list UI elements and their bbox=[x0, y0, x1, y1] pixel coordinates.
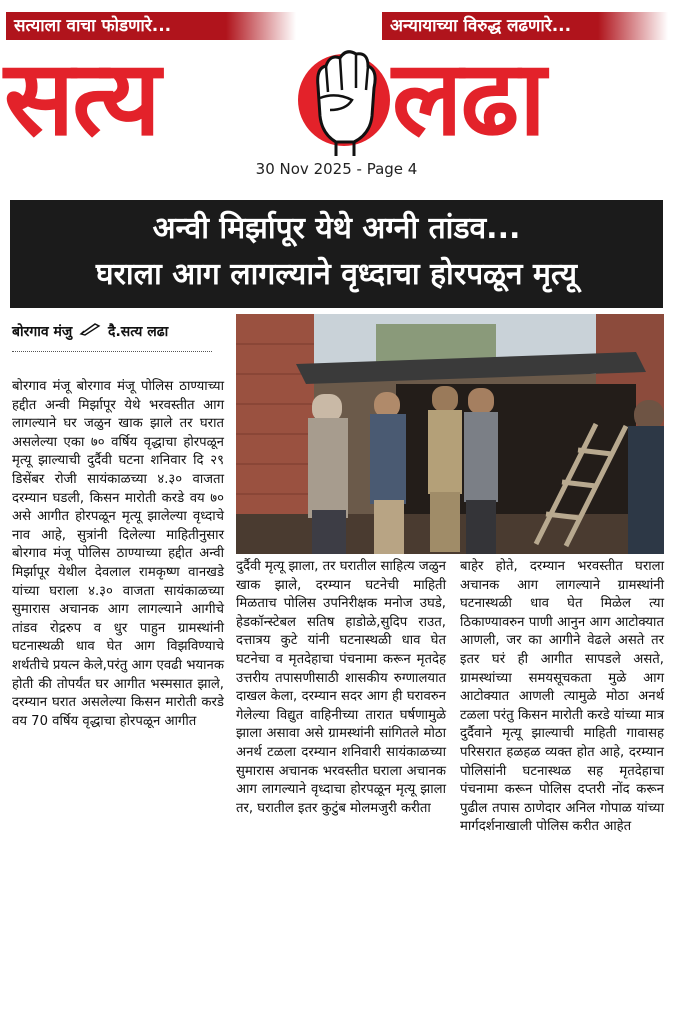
byline-divider bbox=[12, 351, 212, 352]
tagline-fade bbox=[226, 12, 296, 40]
tagline-left bbox=[6, 12, 296, 40]
news-photo bbox=[236, 314, 664, 554]
article-column-1: बोरगाव मंजू बोरगाव मंजू पोलिस ठाण्याच्या हद्दीत अन्वी मिर्झापूर येथे भरवस्तीत आग लागल्याने घर जळुन खाक झाले तर घरात असलेल्या एका ७० वर्षिय वृद्धाचा होरपळून मृत्यू झाल्याची दुर्दैवी घटना शनिवार दि २९ डिसेंबर रोजी सायंकाळच्या ४.३० वाजता दरम्यान घडली, किसन मारोती करडे वय ७० असे आगीत होरपळून मृत्यू झालेल्या वृध्दाचे नाव आहे, सुत्रांनी दिलेल्या माहितीनुसार बोरगाव मंजू पोलिस ठाण्याच्या हद्दीत अन्वी मिर्झापूर येथील देवलाल रामकृष्ण वानखडे यांच्या घराला ४.३० वाजता सायंकाळच्या सुमारास अचानक आग लागल्याने आगीचे तांडव रोद्ररुप व धुर पाहुन ग्रामस्थांनी घटनास्थळी धाव घेत आग विझविण्याचे शर्थतीचे प्रयत्न केले,परंतु आग एवढी भयानक होती की तोपर्यंत घर आगीत भस्मसात झाले, दरम्यान घरात असलेल्या किसन मारोती करडे वय 70 वर्षिय वृद्धाचा होरपळून आगीत bbox=[12, 379, 224, 729]
pen-icon bbox=[77, 322, 103, 340]
masthead-word-right: लढा bbox=[392, 37, 545, 159]
tagline-right-text: अन्यायाच्या विरुद्ध लढणारे... bbox=[390, 16, 572, 36]
byline-paper: दै.सत्य लढा bbox=[108, 324, 169, 340]
masthead-word-left: सत्य bbox=[4, 37, 159, 159]
fist-icon bbox=[296, 38, 392, 156]
headline-line1: अन्वी मिर्झापूर येथे अग्नी तांडव... bbox=[152, 211, 521, 246]
article-column-3: बाहेर होते, दरम्यान भरवस्तीत घराला अचानक आग लागल्याने ग्रामस्थांनी घटनास्थळी धाव घेत मिळेल त्या ठिकाण्यावरुन पाणी आनुन आग आटोक्यात आणली, जर का आगीने वेढले असते तर इतर घरं ही आगीत सापडले असते, ग्रामस्थांच्या समयसूचकता मुळे आग आटोक्यात आणली त्यामुळे मोठा अनर्थ टळला परंतु किसन मारोती करडे यांच्या मात्र दुर्दैवाने मृत्यू झाल्याची माहिती गावासह परिसरात हळहळ व्यक्त होत आहे, दरम्यान पोलिसांनी घटनास्थळ सह मृतदेहाचा पंचनामा करून पोलिस दप्तरी नोंद करून पुढील तपास ठाणेदार अनिल गोपाळ यांच्या मार्गदर्शनाखाली पोलिस करीत आहेत bbox=[460, 559, 664, 835]
tagline-left-text: सत्याला वाचा फोडणारे... bbox=[14, 16, 172, 36]
article-column-2: दुर्दैवी मृत्यू झाला, तर घरातील साहित्य जळुन खाक झाले, दरम्यान घटनेची माहिती मिळताच पोलिस उपनिरीक्षक मनोज उघडे, हेडकॉन्स्टेबल सतिष हाडोळे,सुदिप राउत, दत्तात्रय कुटे यांनी घटनास्थळी धाव घेत घटनेचा व मृतदेहाचा पंचनामा करून मृतदेह उत्तरीय तपासणीसाठी शासकीय रुग्णालयात दाखल केला, दरम्यान सदर आग ही घरावरुन गेलेल्या विद्युत वाहिनीच्या तारात घर्षणामुळे झाला असावा असे ग्रामस्थांनी सांगितले मोठा अनर्थ टळला दरम्यान शनिवारी सायंकाळच्या सुमारास अचानक भरवस्तीत घराला अचानक आग लागल्याने वृध्दाचा होरपळून मृत्यू झाला तर, घरातील इतर कुटुंब मोलमजुरी करीता bbox=[236, 559, 446, 816]
headline-line2: घराला आग लागल्याने वृध्दाचा होरपळून मृत्यू bbox=[95, 257, 578, 292]
tagline-right bbox=[382, 12, 668, 40]
tagline-fade bbox=[598, 12, 668, 40]
byline-place: बोरगाव मंजु bbox=[12, 324, 73, 340]
dateline: 30 Nov 2025 - Page 4 bbox=[255, 160, 418, 178]
headline bbox=[10, 200, 663, 308]
byline bbox=[12, 322, 212, 341]
masthead bbox=[0, 38, 673, 158]
